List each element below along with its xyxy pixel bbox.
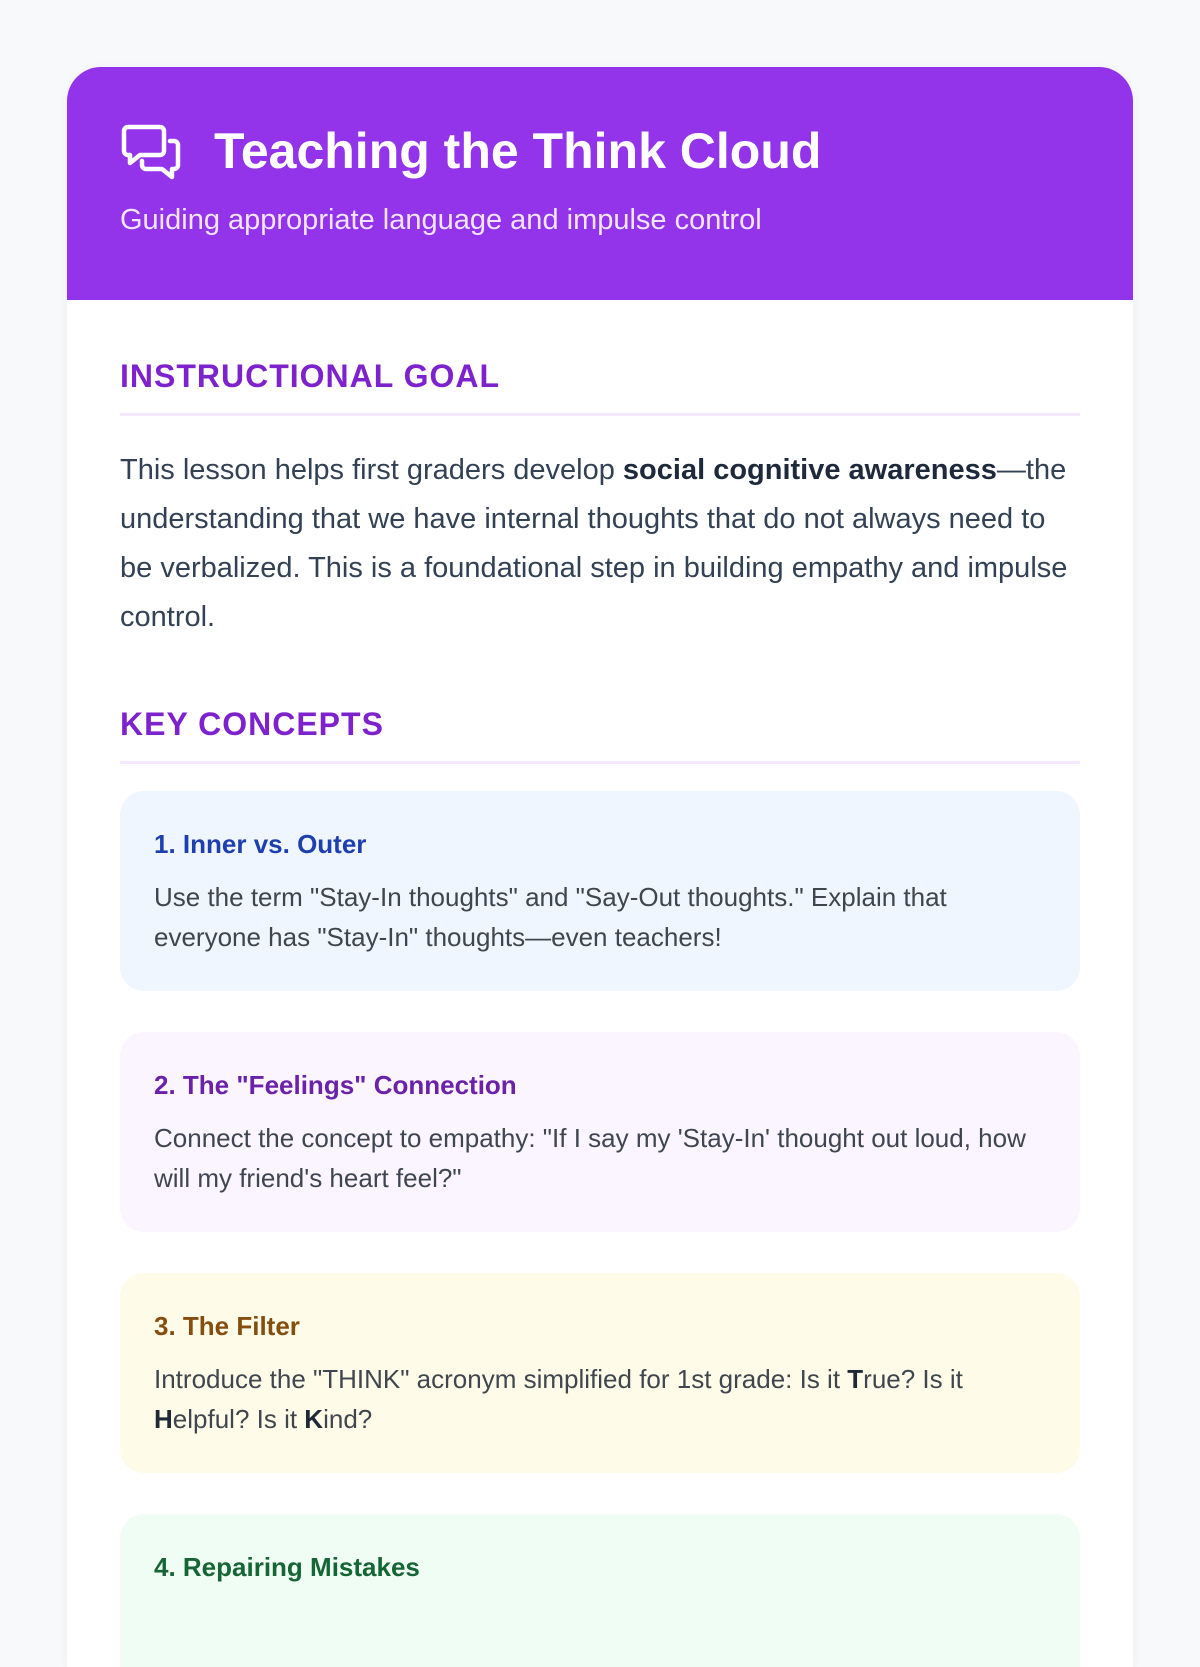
- goal-text-start: This lesson helps first graders develop: [120, 454, 623, 486]
- lesson-content: [67, 300, 1133, 1667]
- page-subtitle: Guiding appropriate language and impulse control: [120, 204, 762, 236]
- goal-text-bold: social cognitive awareness: [622, 454, 997, 486]
- filter-bold-k: K: [304, 1404, 324, 1434]
- filter-text-1: Introduce the "THINK" acronym simplified for 1st grade: Is it: [154, 1364, 848, 1394]
- instructional-goal-heading: INSTRUCTIONAL GOAL: [120, 358, 1080, 416]
- key-concepts-list: [120, 791, 1080, 1667]
- filter-bold-h: H: [154, 1404, 173, 1434]
- filter-text-2: rue? Is it: [863, 1364, 963, 1394]
- concept-card-filter: [120, 1273, 1080, 1473]
- key-concepts-heading: KEY CONCEPTS: [120, 706, 1080, 764]
- page-title: Teaching the Think Cloud: [214, 123, 822, 179]
- concept-title: 3. The Filter: [154, 1311, 300, 1341]
- concept-title: 1. Inner vs. Outer: [154, 829, 367, 859]
- concept-card-repairing-mistakes: [120, 1514, 1080, 1667]
- concept-title: 4. Repairing Mistakes: [154, 1552, 420, 1582]
- concept-title: 2. The "Feelings" Connection: [154, 1070, 517, 1100]
- lesson-header: [67, 67, 1133, 300]
- concept-text: Use the term "Stay-In thoughts" and "Say-Out thoughts." Explain that everyone has "Stay-In" thoughts—even teachers!: [154, 882, 947, 952]
- filter-text-4: ind?: [323, 1404, 373, 1434]
- concept-card-feelings-connection: [120, 1032, 1080, 1232]
- concept-text: [154, 1359, 1046, 1439]
- goal-text-end: —the understanding that we have internal thoughts that do not always need to be verbalized. This is a foundational step in building empathy and impulse control.: [120, 454, 1068, 633]
- instructional-goal-text: [120, 446, 1080, 642]
- concept-card-inner-vs-outer: [120, 791, 1080, 991]
- filter-bold-t: T: [847, 1364, 864, 1394]
- chat-bubbles-icon: [120, 119, 184, 183]
- concept-text: Connect the concept to empathy: "If I say my 'Stay-In' thought out loud, how will my friend's heart feel?": [154, 1123, 1026, 1193]
- lesson-card: [67, 67, 1133, 1667]
- title-row: [120, 119, 1080, 183]
- filter-text-3: elpful? Is it: [172, 1404, 305, 1434]
